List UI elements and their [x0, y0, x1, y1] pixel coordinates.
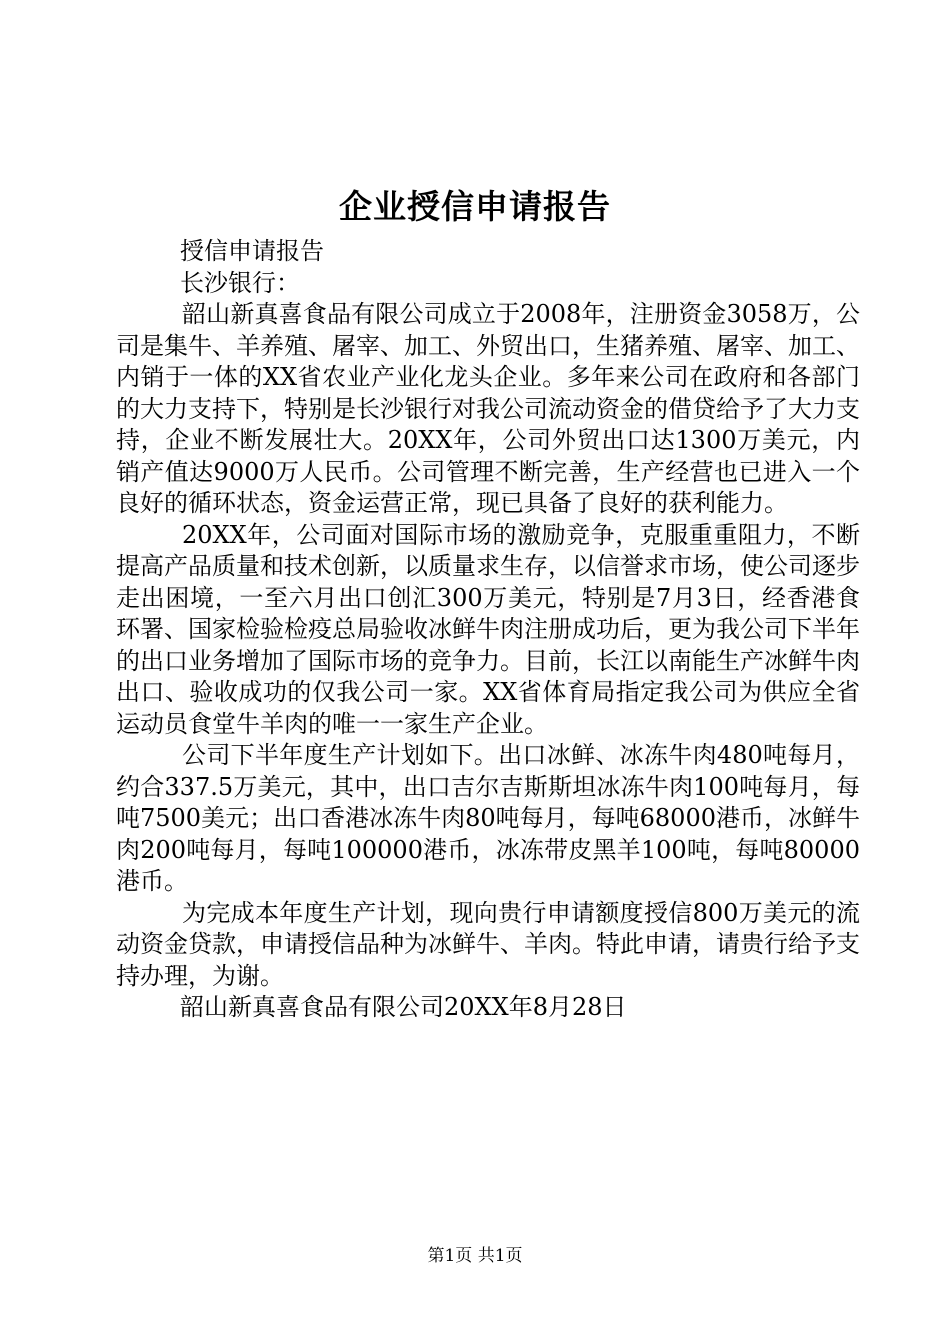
- document-title: 企业授信申请报告: [339, 187, 611, 226]
- salutation: 长沙银行：: [180, 268, 300, 297]
- paragraph-production-plan: 公司下半年度生产计划如下。出口冰鲜、冰冻牛肉480吨每月，约合337.5万美元，其中，出口吉尔吉斯斯坦冰冻牛肉100吨每月，每吨7500美元；出口香港冰冻牛肉80吨每月，每吨68000港币，冰鲜牛肉200吨每月，每吨100000港币，冰冻带皮黑羊100吨，每吨80000港币。: [116, 741, 860, 895]
- document-body: [116, 236, 860, 1024]
- signature-line: 韶山新真喜食品有限公司20XX年8月28日: [180, 993, 627, 1021]
- subtitle: 授信申请报告: [180, 237, 324, 265]
- page-number-footer: 第1页 共1页: [427, 1246, 523, 1266]
- paragraph-company-intro: 韶山新真喜食品有限公司成立于2008年，注册资金3058万，公司是集牛、羊养殖、屠宰、加工、外贸出口，生猪养殖、屠宰、加工、内销于一体的XX省农业产业化龙头企业。多年来公司在政府和各部门的大力支持下，特别是长沙银行对我公司流动资金的借贷给予了大力支持，企业不断发展壮大。20XX年，公司外贸出口达1300万美元，内销产值达9000万人民币。公司管理不断完善，生产经营也已进入一个良好的循环状态，资金运营正常，现已具备了良好的获利能力。: [116, 300, 860, 517]
- paragraph-credit-request: 为完成本年度生产计划，现向贵行申请额度授信800万美元的流动资金贷款，申请授信品种为冰鲜牛、羊肉。特此申请，请贵行给予支持办理，为谢。: [116, 898, 860, 990]
- paragraph-market-competition: 20XX年，公司面对国际市场的激励竞争，克服重重阻力，不断提高产品质量和技术创新，以质量求生存，以信誉求市场，使公司逐步走出困境，一至六月出口创汇300万美元，特别是7月3日，经香港食环署、国家检验检疫总局验收冰鲜牛肉注册成功后，更为我公司下半年的出口业务增加了国际市场的竞争力。目前，长江以南能生产冰鲜牛肉出口、验收成功的仅我公司一家。XX省体育局指定我公司为供应全省运动员食堂牛羊肉的唯一一家生产企业。: [116, 520, 860, 738]
